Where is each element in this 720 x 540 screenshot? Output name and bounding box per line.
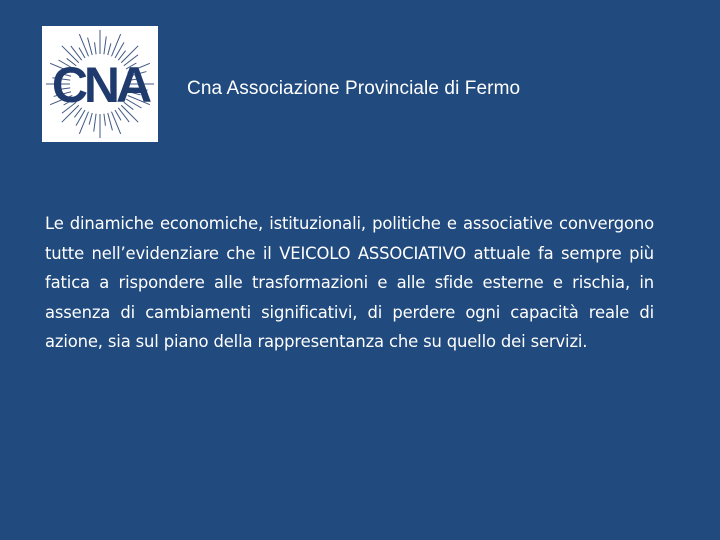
organization-title: Cna Associazione Provinciale di Fermo: [187, 78, 521, 99]
logo-ray: [88, 38, 93, 55]
cna-logo-emblem-icon: [42, 26, 158, 142]
logo-ray: [111, 34, 120, 56]
logo-ray: [104, 114, 106, 126]
cna-logo: [42, 26, 158, 142]
logo-ray: [95, 42, 97, 54]
cna-logo-lettering: CNA: [51, 57, 149, 113]
logo-ray: [108, 43, 111, 55]
logo-ray: [108, 113, 113, 130]
logo-ray: [94, 114, 96, 132]
logo-ray: [89, 113, 92, 125]
logo-ray: [111, 112, 120, 134]
logo-ray: [104, 36, 106, 54]
body-paragraph: Le dinamiche economiche, istituzionali, politiche e associative convergono tutte nell’evidenziare che il VEICOLO ASSOCIATIVO attuale fa sempre più fatica a rispondere alle trasformazioni e alle sfide esterne e rischia, in assenza di cambiamenti significativi, di perdere ogni capacità reale di azione, sia sul piano della rappresentanza che su quello dei servizi.: [45, 214, 654, 352]
logo-ray: [79, 34, 88, 56]
logo-ray: [79, 112, 88, 134]
